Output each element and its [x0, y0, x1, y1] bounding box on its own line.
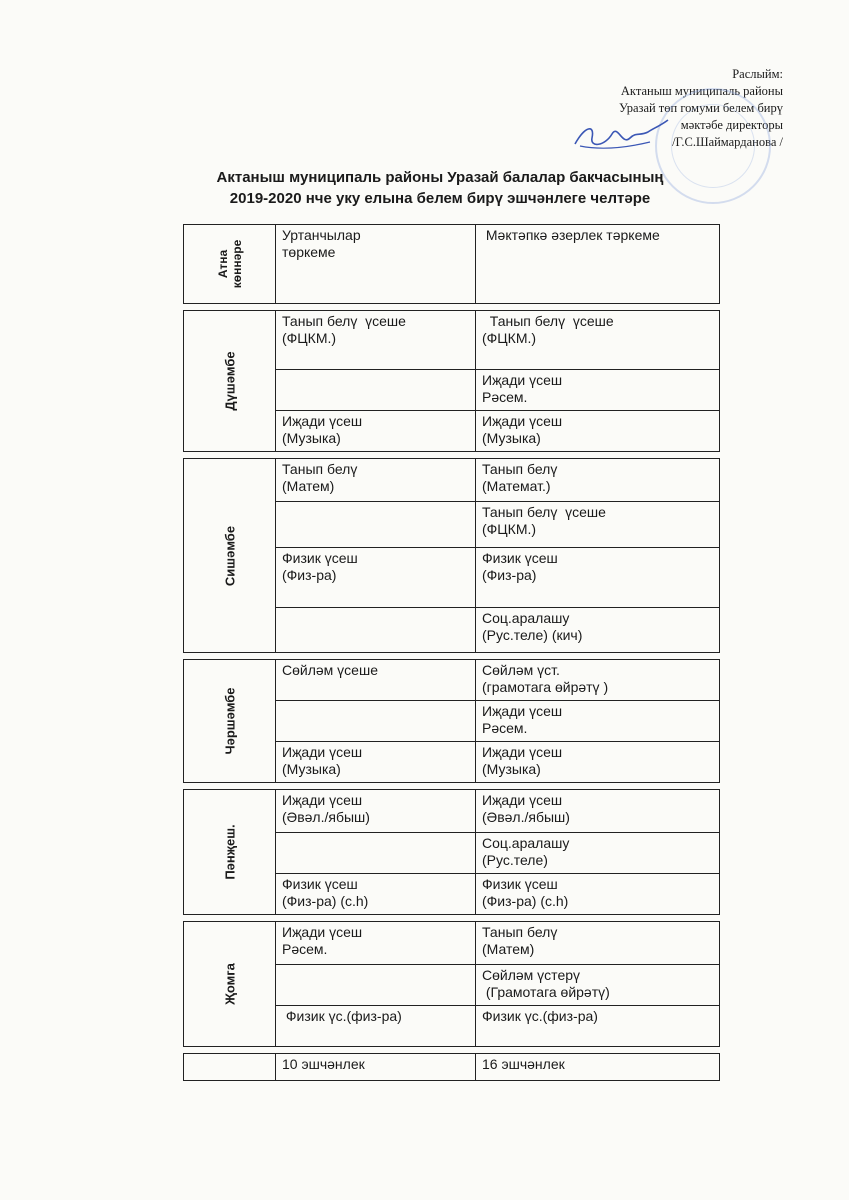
header-col1-line: Уртанчылар — [282, 227, 361, 243]
section-gap — [183, 1046, 720, 1053]
school-prep-cell — [475, 370, 720, 410]
total-school-prep: 16 эшчәнлек — [475, 1054, 720, 1080]
school-prep-cell — [475, 608, 720, 652]
middle-group-cell — [275, 701, 475, 741]
section-gap — [183, 914, 720, 921]
activity-line: Иҗади үсеш — [482, 703, 563, 719]
school-prep-cell — [475, 965, 720, 1005]
title-line-1: Актаныш муниципаль районы Уразай балалар бакчасының — [216, 169, 664, 186]
activity-line: (Математ.) — [482, 478, 551, 494]
activity-line: Сөйләм үсеше — [282, 662, 378, 678]
day-section — [183, 310, 720, 451]
day-section — [183, 458, 720, 652]
activity-line: (Рус.теле) (кич) — [482, 627, 583, 643]
day-name: Җомга — [222, 963, 237, 1005]
approval-line: Уразай төп гомуми белем бирү — [618, 101, 783, 115]
activity-row — [275, 700, 720, 741]
totals-subrow — [275, 1054, 720, 1080]
day-activities — [275, 922, 720, 1046]
activity-line: Иҗади үсеш — [282, 792, 363, 808]
activity-line: Рәсем. — [282, 941, 328, 957]
activity-row — [275, 459, 720, 501]
school-prep-cell — [475, 660, 720, 700]
school-prep-cell — [475, 1006, 720, 1046]
school-prep-cell — [475, 701, 720, 741]
middle-group-cell — [275, 742, 475, 782]
middle-group-cell — [275, 411, 475, 451]
school-prep-cell — [475, 790, 720, 832]
activity-row — [275, 547, 720, 607]
activity-line: Соц.аралашу — [482, 835, 570, 851]
activity-line: Физик үсеш — [282, 550, 358, 566]
activity-line: (Физ-ра) (с.h) — [482, 893, 569, 909]
day-name: Чәршәмбе — [222, 687, 237, 755]
middle-group-cell — [275, 311, 475, 369]
activity-row — [275, 790, 720, 832]
activity-line: Танып белү үсеше — [482, 504, 606, 520]
activity-line: (ФЦКМ.) — [482, 330, 537, 346]
activity-line: Рәсем. — [482, 389, 528, 405]
school-prep-cell — [475, 742, 720, 782]
activity-line: Соц.аралашу — [482, 610, 570, 626]
school-prep-cell — [475, 459, 720, 501]
middle-group-cell — [275, 608, 475, 652]
section-gap — [183, 451, 720, 458]
activity-line: Иҗади үсеш — [482, 372, 563, 388]
section-gap — [183, 303, 720, 310]
schedule-table — [183, 224, 720, 1081]
activity-row — [275, 964, 720, 1005]
activity-row — [275, 369, 720, 410]
activity-line: Иҗади үсеш — [482, 413, 563, 429]
day-name-cell — [183, 459, 275, 652]
middle-group-cell — [275, 502, 475, 547]
activity-line: (Физ-ра) (с.h) — [282, 893, 369, 909]
header-col2-line: Мәктәпкә әзерлек тәркеме — [482, 227, 660, 243]
school-prep-cell — [475, 922, 720, 964]
activity-line: Физик үс.(физ-ра) — [282, 1008, 402, 1024]
school-prep-cell — [475, 311, 720, 369]
activity-row — [275, 1005, 720, 1046]
activity-row — [275, 501, 720, 547]
header-col2 — [475, 225, 720, 303]
middle-group-cell — [275, 790, 475, 832]
activity-line: Физик үсеш — [482, 550, 558, 566]
totals-body — [275, 1054, 720, 1080]
activity-line: (Матем) — [482, 941, 535, 957]
activity-line: Танып белү — [482, 924, 558, 940]
document-title — [120, 167, 760, 209]
middle-group-cell — [275, 370, 475, 410]
school-prep-cell — [475, 833, 720, 873]
total-middle-group: 10 эшчәнлек — [275, 1054, 475, 1080]
header-day-cell — [183, 225, 275, 303]
activity-line: Иҗади үсеш — [482, 792, 563, 808]
middle-group-cell — [275, 965, 475, 1005]
day-section — [183, 789, 720, 914]
activity-row — [275, 660, 720, 700]
activity-line: Иҗади үсеш — [482, 744, 563, 760]
day-name: Дүшәмбе — [222, 351, 237, 411]
activity-line: Иҗади үсеш — [282, 924, 363, 940]
activity-line: Танып белү — [482, 461, 558, 477]
middle-group-cell — [275, 459, 475, 501]
day-name-cell — [183, 790, 275, 914]
activity-row — [275, 607, 720, 652]
school-prep-cell — [475, 874, 720, 914]
activity-line: (Музыка) — [282, 761, 341, 777]
header-col1 — [275, 225, 475, 303]
activity-line: Сөйләм үст. — [482, 662, 560, 678]
activity-row — [275, 311, 720, 369]
activity-line: (Физ-ра) — [482, 567, 537, 583]
activity-line: (ФЦКМ.) — [282, 330, 337, 346]
day-name: Пәнҗеш. — [222, 824, 237, 880]
title-line-2: 2019-2020 нче уку елына белем бирү эшчәнлеге челтәре — [229, 190, 651, 207]
activity-line: (Рус.теле) — [482, 852, 548, 868]
activity-line: (Матем) — [282, 478, 335, 494]
approval-line: Актаныш муниципаль районы — [620, 84, 783, 98]
approval-line: мәктәбе директоры — [680, 118, 783, 132]
activity-line: Физик үс.(физ-ра) — [482, 1008, 598, 1024]
day-section — [183, 921, 720, 1046]
middle-group-cell — [275, 833, 475, 873]
activity-row — [275, 832, 720, 873]
activity-line: (Музыка) — [482, 430, 541, 446]
day-section — [183, 659, 720, 782]
school-prep-cell — [475, 411, 720, 451]
middle-group-cell — [275, 660, 475, 700]
day-activities — [275, 459, 720, 652]
header-row — [183, 224, 720, 303]
school-prep-cell — [475, 548, 720, 607]
section-gap — [183, 652, 720, 659]
approval-line: /Г.С.Шаймарданова / — [672, 135, 783, 149]
activity-line: Рәсем. — [482, 720, 528, 736]
school-prep-cell — [475, 502, 720, 547]
day-activities — [275, 790, 720, 914]
activity-line: (Музыка) — [282, 430, 341, 446]
activity-line: Танып белү — [282, 461, 358, 477]
activity-line: Иҗади үсеш — [282, 413, 363, 429]
activity-row — [275, 741, 720, 782]
activity-line: Танып белү үсеше — [482, 313, 614, 329]
middle-group-cell — [275, 548, 475, 607]
day-activities — [275, 660, 720, 782]
activity-line: (грамотага өйрәтү ) — [482, 679, 609, 695]
activity-row — [275, 873, 720, 914]
totals-row — [183, 1053, 720, 1081]
activity-line: (Әвәл./ябыш) — [482, 809, 570, 825]
day-name-cell — [183, 922, 275, 1046]
activity-line: Танып белү үсеше — [282, 313, 406, 329]
day-activities — [275, 311, 720, 451]
activity-line: (Физ-ра) — [282, 567, 337, 583]
approval-line: Раслыйм: — [732, 67, 783, 81]
activity-row — [275, 922, 720, 964]
day-name-cell — [183, 660, 275, 782]
middle-group-cell — [275, 922, 475, 964]
header-col1-line: төркеме — [282, 244, 336, 260]
activity-line: (ФЦКМ.) — [482, 521, 537, 537]
activity-line: (Музыка) — [482, 761, 541, 777]
activity-line: Физик үсеш — [282, 876, 358, 892]
activity-line: Физик үсеш — [482, 876, 558, 892]
day-name: Сишәмбе — [222, 525, 237, 586]
activity-line: Иҗади үсеш — [282, 744, 363, 760]
totals-empty-cell — [183, 1054, 275, 1080]
day-name-cell — [183, 311, 275, 451]
section-gap — [183, 782, 720, 789]
activity-line: (Әвәл./ябыш) — [282, 809, 370, 825]
signature — [570, 116, 670, 156]
activity-row — [275, 410, 720, 451]
activity-line: Сөйләм үстерү — [482, 967, 581, 983]
middle-group-cell — [275, 1006, 475, 1046]
activity-line: (Грамотага өйрәтү) — [482, 984, 610, 1000]
middle-group-cell — [275, 874, 475, 914]
header-day-label: Атна көннәре — [215, 239, 244, 289]
